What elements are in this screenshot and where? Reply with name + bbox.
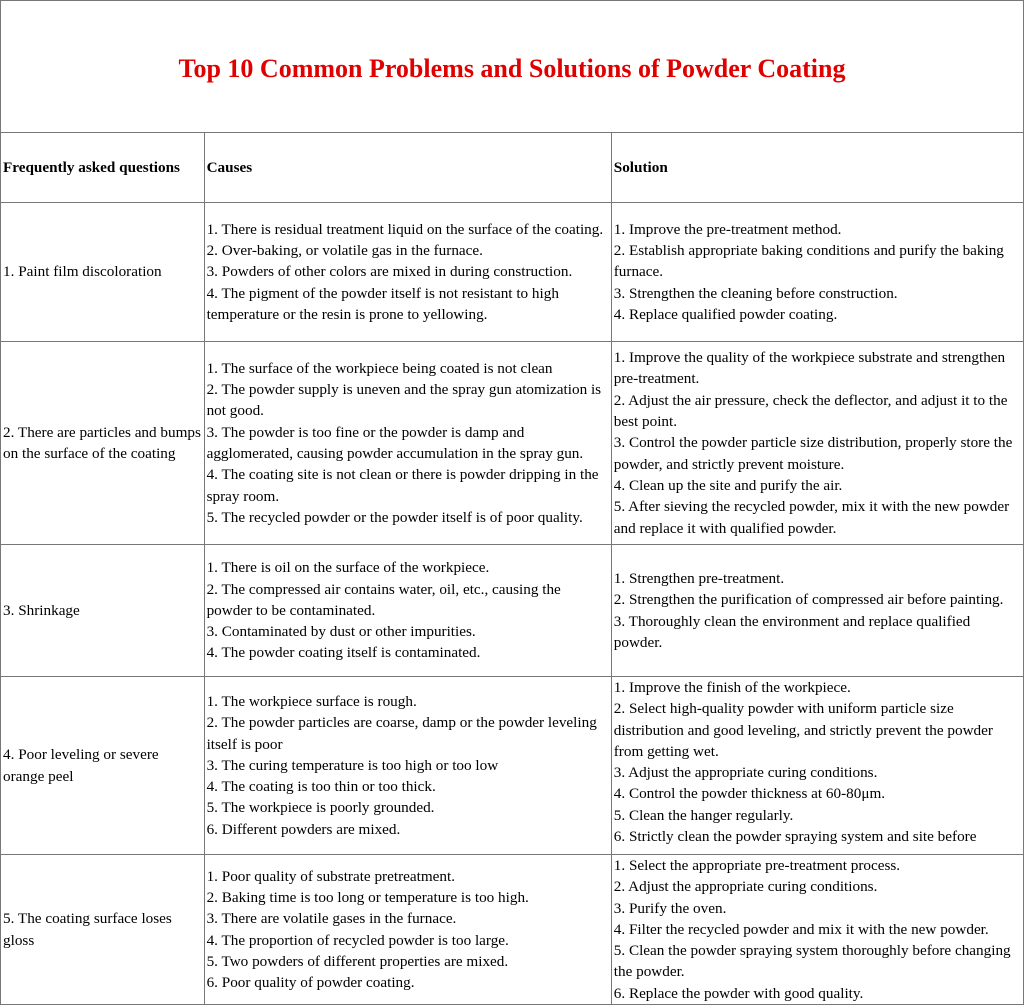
cause-item: 1. There is residual treatment liquid on the surface of the coating. [206, 220, 604, 238]
cause-item: 2. Baking time is too long or temperature is too high. [206, 888, 529, 906]
solution-item: 1. Improve the quality of the workpiece substrate and strengthen pre-treatment. [613, 349, 1006, 388]
title-banner [0, 0, 1024, 133]
solution-item: 4. Control the powder thickness at 60-80μm. [613, 785, 886, 803]
solution-item: 4. Clean up the site and purify the air. [613, 476, 843, 494]
solution-item: 3. Adjust the appropriate curing conditions. [613, 764, 878, 782]
table-row [1, 203, 1024, 342]
causes-cell [204, 677, 611, 855]
cause-item: 3. The powder is too fine or the powder is damp and agglomerated, causing powder accumulation in the spray gun. [206, 423, 584, 462]
solution-item: 2. Establish appropriate baking conditions and purify the baking furnace. [613, 242, 1004, 281]
solutions-cell [611, 855, 1023, 1005]
solution-item: 6. Replace the powder with good quality. [613, 984, 864, 1002]
cause-item: 6. Different powders are mixed. [206, 820, 401, 838]
cause-item: 1. The workpiece surface is rough. [206, 692, 417, 710]
solution-item: 1. Improve the finish of the workpiece. [613, 679, 851, 696]
cause-item: 4. The proportion of recycled powder is too large. [206, 931, 509, 949]
faq-table [0, 132, 1024, 1005]
causes-cell [204, 342, 611, 545]
cause-item: 3. Powders of other colors are mixed in during construction. [206, 263, 573, 281]
solution-item: 2. Strengthen the purification of compressed air before painting. [613, 591, 1004, 609]
solution-item: 5. Clean the hanger regularly. [613, 806, 794, 824]
table-row [1, 677, 1024, 855]
solution-item: 3. Purify the oven. [613, 899, 727, 917]
question-cell: 2. There are particles and bumps on the surface of the coating [1, 342, 205, 545]
cause-item: 4. The coating is too thin or too thick. [206, 778, 436, 796]
question-cell: 1. Paint film discoloration [1, 203, 205, 342]
solution-item: 2. Adjust the appropriate curing conditions. [613, 878, 878, 896]
cause-item: 2. The powder supply is uneven and the spray gun atomization is not good. [206, 381, 602, 420]
table-row [1, 342, 1024, 545]
table-row [1, 545, 1024, 677]
solution-item: 3. Thoroughly clean the environment and replace qualified powder. [613, 612, 971, 651]
cause-item: 4. The powder coating itself is contaminated. [206, 644, 481, 662]
cause-item: 3. The curing temperature is too high or too low [206, 756, 499, 774]
solution-item: 6. Strictly clean the powder spraying system and site before [613, 828, 977, 846]
header-question: Frequently asked questions [1, 133, 205, 203]
cause-item: 1. Poor quality of substrate pretreatment. [206, 867, 455, 885]
solution-item: 2. Adjust the air pressure, check the deflector, and adjust it to the best point. [613, 391, 1008, 431]
causes-cell [204, 855, 611, 1005]
solution-item: 4. Replace qualified powder coating. [613, 305, 838, 323]
solution-item: 1. Strengthen pre-treatment. [613, 569, 785, 587]
cause-item: 5. The workpiece is poorly grounded. [206, 799, 435, 817]
page-title: Top 10 Common Problems and Solutions of Powder Coating [178, 54, 846, 83]
solution-item: 3. Strengthen the cleaning before construction. [613, 284, 898, 302]
cause-item: 2. The compressed air contains water, oil, etc., causing the powder to be contaminated. [206, 580, 561, 619]
solution-item: 1. Improve the pre-treatment method. [613, 220, 842, 238]
solutions-cell [611, 545, 1023, 677]
cause-item: 4. The pigment of the powder itself is not resistant to high temperature or the resin is prone to yellowing. [206, 284, 559, 323]
cause-item: 2. Over-baking, or volatile gas in the furnace. [206, 242, 483, 260]
solutions-clip [614, 677, 1021, 854]
causes-cell [204, 203, 611, 342]
question-cell: 3. Shrinkage [1, 545, 205, 677]
question-cell: 4. Poor leveling or severe orange peel [1, 677, 205, 855]
solution-item: 1. Select the appropriate pre-treatment process. [613, 857, 901, 874]
cause-item: 3. There are volatile gases in the furnace. [206, 910, 457, 928]
solution-item: 5. Clean the powder spraying system thoroughly before changing the powder. [613, 942, 1011, 981]
header-causes: Causes [204, 133, 611, 203]
cause-item: 1. There is oil on the surface of the workpiece. [206, 559, 490, 577]
cause-item: 2. The powder particles are coarse, damp or the powder leveling itself is poor [206, 714, 597, 753]
cause-item: 5. The recycled powder or the powder itself is of poor quality. [206, 508, 583, 526]
table-row [1, 855, 1024, 1005]
header-solution: Solution [611, 133, 1023, 203]
causes-cell [204, 545, 611, 677]
header-row [1, 133, 1024, 203]
solution-item: 5. After sieving the recycled powder, mix it with the new powder and replace it with qualified powder. [613, 498, 1010, 537]
solution-item: 4. Filter the recycled powder and mix it with the new powder. [613, 920, 989, 938]
cause-item: 4. The coating site is not clean or there is powder dripping in the spray room. [206, 466, 599, 505]
solutions-cell [611, 342, 1023, 545]
question-cell: 5. The coating surface loses gloss [1, 855, 205, 1005]
cause-item: 3. Contaminated by dust or other impurities. [206, 623, 476, 641]
solutions-cell [611, 677, 1023, 855]
solution-item: 3. Control the powder particle size distribution, properly store the powder, and strictly prevent moisture. [613, 434, 1013, 473]
cause-item: 5. Two powders of different properties are mixed. [206, 952, 509, 970]
solutions-cell [611, 203, 1023, 342]
cause-item: 1. The surface of the workpiece being coated is not clean [206, 359, 553, 377]
solution-item: 2. Select high-quality powder with uniform particle size distribution and good leveling, and strictly prevent the powder from getting wet. [613, 700, 993, 760]
cause-item: 6. Poor quality of powder coating. [206, 974, 415, 992]
